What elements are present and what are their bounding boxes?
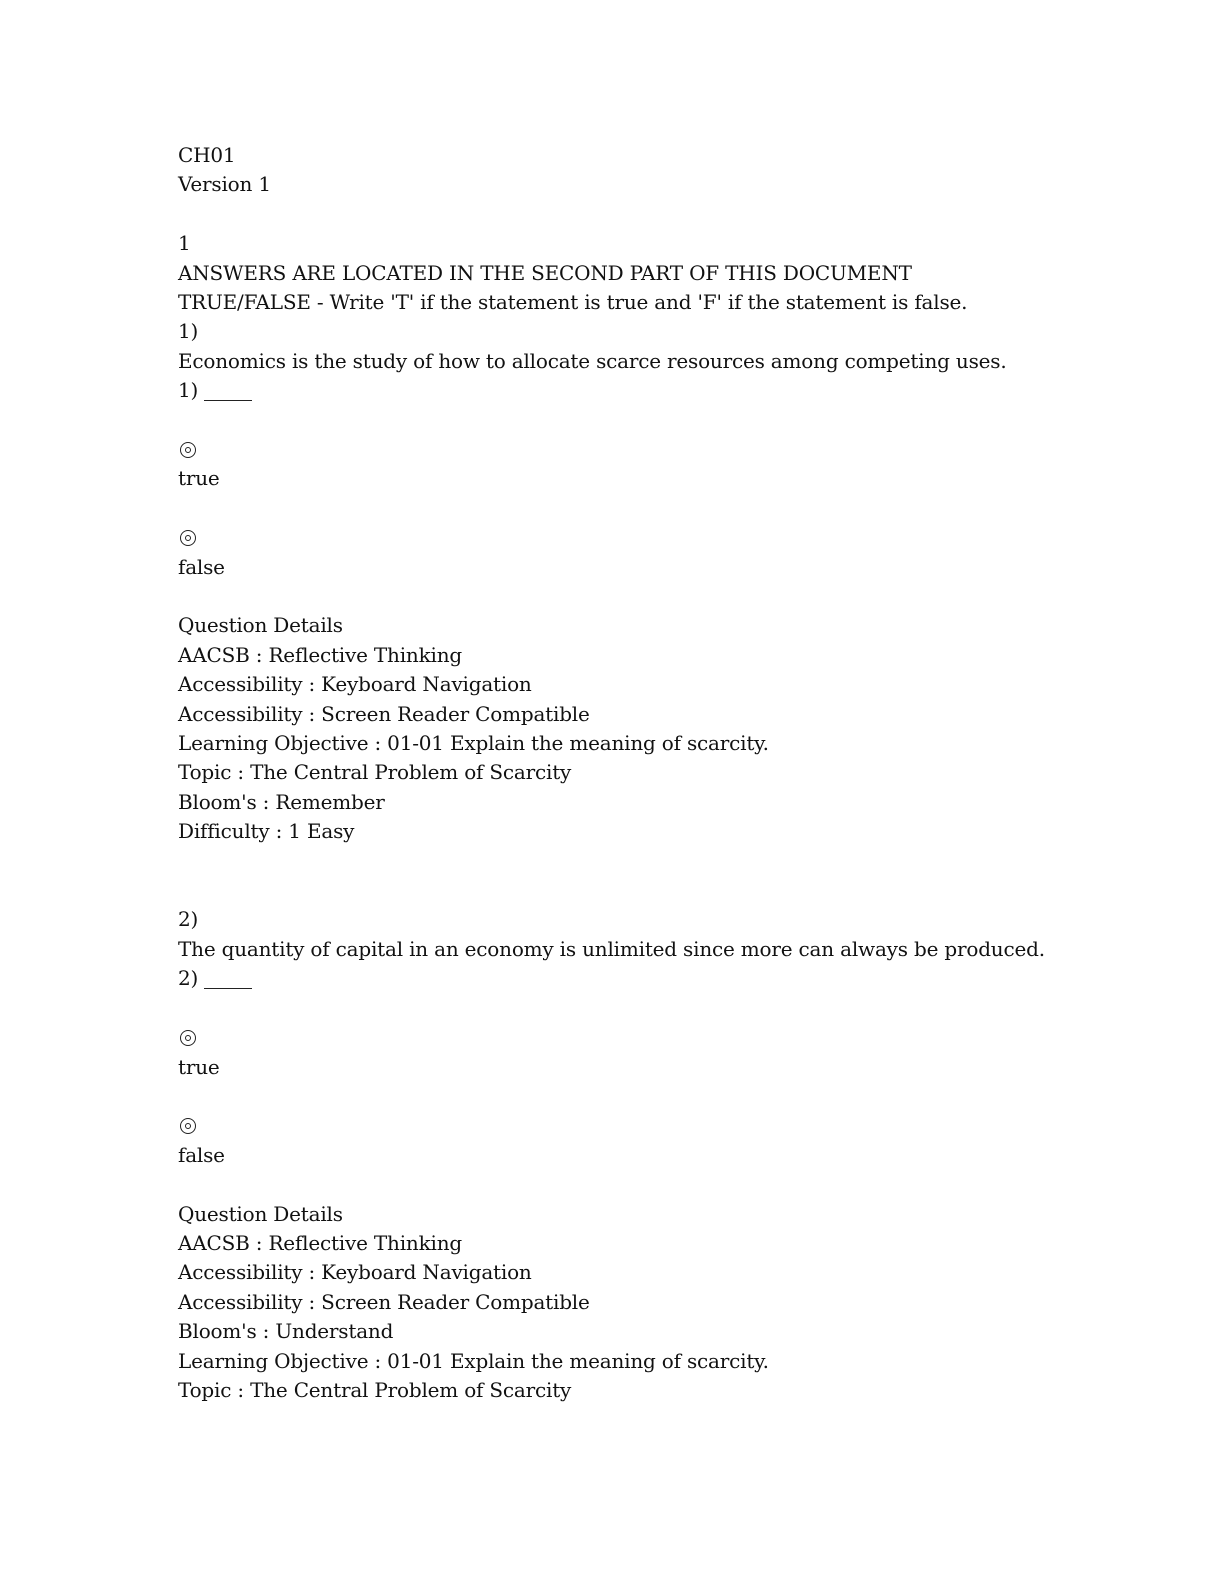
option-true-label: true: [178, 466, 220, 491]
radio-false[interactable]: [178, 1111, 1158, 1140]
question-block-1: [178, 317, 1158, 846]
details-title: Question Details: [178, 613, 343, 638]
detail-item: Topic : The Central Problem of Scarcity: [178, 760, 572, 785]
chapter-label: CH01: [178, 143, 236, 167]
radio-icon[interactable]: [180, 530, 196, 546]
radio-icon[interactable]: [180, 1118, 196, 1134]
option-false-label: false: [178, 554, 225, 579]
detail-item: Bloom's : Understand: [178, 1319, 394, 1344]
answers-note: ANSWERS ARE LOCATED IN THE SECOND PART OF THIS DOCUMENT: [178, 260, 912, 285]
answer-blank[interactable]: [204, 970, 252, 989]
question-text: Economics is the study of how to allocate scarce resources among competing uses.: [178, 348, 1007, 373]
question-text: The quantity of capital in an economy is unlimited since more can always be produced.: [178, 936, 1045, 961]
detail-item: Difficulty : 1 Easy: [178, 819, 355, 844]
radio-true[interactable]: [178, 435, 1158, 464]
question-number: 2): [178, 907, 199, 932]
instructions: TRUE/FALSE - Write 'T' if the statement is true and 'F' if the statement is false.: [178, 290, 968, 315]
detail-item: Learning Objective : 01-01 Explain the meaning of scarcity.: [178, 731, 769, 756]
question-number: 1): [178, 319, 199, 344]
question-block-2: [178, 905, 1158, 1405]
detail-item: Accessibility : Screen Reader Compatible: [178, 701, 590, 726]
detail-item: AACSB : Reflective Thinking: [178, 642, 462, 667]
option-false-label: false: [178, 1142, 225, 1167]
detail-item: Accessibility : Keyboard Navigation: [178, 672, 532, 697]
version-label: Version 1: [178, 172, 271, 197]
answer-line: [178, 964, 1158, 993]
answer-prefix: 2): [178, 966, 199, 991]
detail-item: AACSB : Reflective Thinking: [178, 1230, 462, 1255]
page-number: 1: [178, 231, 191, 256]
details-title: Question Details: [178, 1201, 343, 1226]
radio-false[interactable]: [178, 523, 1158, 552]
detail-item: Accessibility : Screen Reader Compatible: [178, 1289, 590, 1314]
radio-icon[interactable]: [180, 1030, 196, 1046]
option-true-label: true: [178, 1054, 220, 1079]
detail-item: Learning Objective : 01-01 Explain the meaning of scarcity.: [178, 1348, 769, 1373]
radio-true[interactable]: [178, 1023, 1158, 1052]
document-page: [178, 141, 1158, 1405]
detail-item: Topic : The Central Problem of Scarcity: [178, 1377, 572, 1402]
radio-icon[interactable]: [180, 442, 196, 458]
answer-blank[interactable]: [204, 382, 252, 401]
detail-item: Bloom's : Remember: [178, 789, 385, 814]
answer-line: [178, 376, 1158, 405]
answer-prefix: 1): [178, 378, 199, 403]
detail-item: Accessibility : Keyboard Navigation: [178, 1260, 532, 1285]
